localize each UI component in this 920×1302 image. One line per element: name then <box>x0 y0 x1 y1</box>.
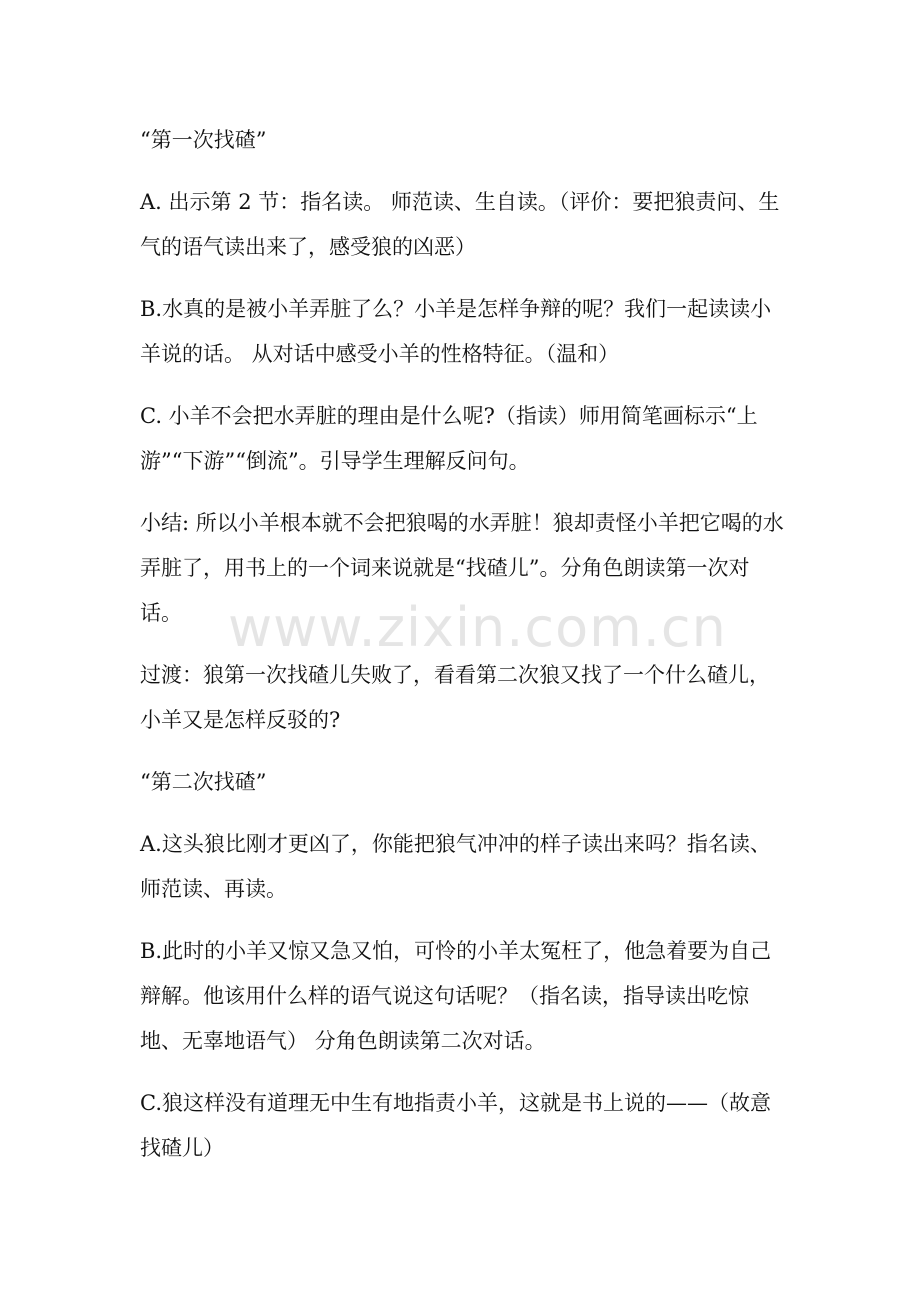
document-body <box>140 118 790 1188</box>
paragraph-first-b: B.水真的是被小羊弄脏了么？小羊是怎样争辩的呢？我们一起读读小羊说的话。 从对话中感受小羊的性格特征。（温和） <box>140 297 772 366</box>
paragraph-transition: 过渡：狼第一次找碴儿失败了，看看第二次狼又找了一个什么碴儿，小羊又是怎样反驳的? <box>140 663 770 732</box>
paragraph-second-a: A.这头狼比刚才更凶了，你能把狼气冲冲的样子读出来吗？指名读、师范读、再读。 <box>140 832 771 901</box>
paragraph-first-a: A. 出示第 2 节：指名读。 师范读、生自读。（评价：要把狼责问、生气的语气读出来了，感受狼的凶恶） <box>140 190 780 259</box>
paragraph-first-c: C. 小羊不会把水弄脏的理由是什么呢?（指读）师用简笔画标示“上游”“下游”“倒流”。引导学生理解反问句。 <box>140 404 758 473</box>
section-heading-second: “第二次找碴” <box>140 770 267 794</box>
watermark: www.zixin.com.cn <box>228 596 727 659</box>
paragraph-second-b: B.此时的小羊又惊又急又怕，可怜的小羊太冤枉了，他急着要为自己辩解。他该用什么样的语气说这句话呢？（指名读，指导读出吃惊地、无辜地语气） 分角色朗读第二次对话。 <box>140 939 772 1053</box>
paragraph-second-c: C.狼这样没有道理无中生有地指责小羊，这就是书上说的——（故意找碴儿） <box>140 1091 771 1160</box>
paragraph-summary: 小结: 所以小羊根本就不会把狼喝的水弄脏！狼却责怪小羊把它喝的水弄脏了，用书上的一个词来说就是“找碴儿”。分角色朗读第一次对话。 <box>140 511 784 625</box>
section-heading-first: “第一次找碴” <box>140 128 267 152</box>
